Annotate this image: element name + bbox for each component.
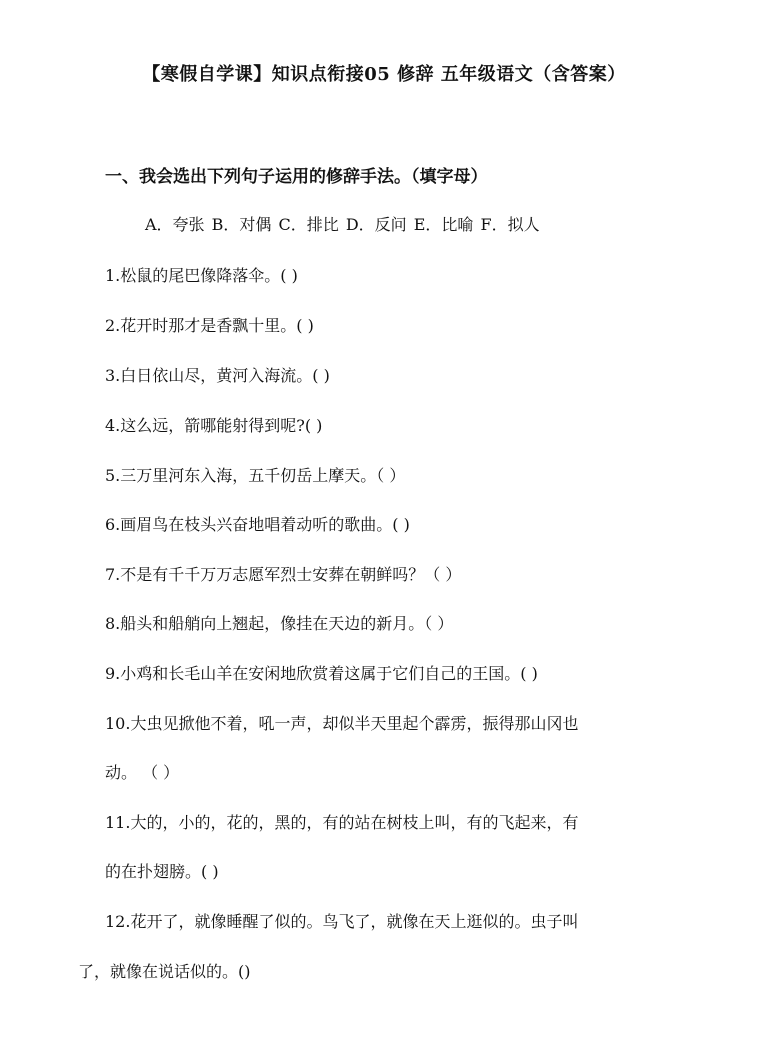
question-item: 11.大的，小的，花的，黑的，有的站在树枝上叫，有的飞起来，有 — [105, 813, 579, 832]
question-item: 4.这么远，箭哪能射得到呢?( ) — [105, 416, 323, 435]
question-item-continuation: 动。 （ ） — [105, 763, 180, 782]
question-item: 7.不是有千千万万志愿军烈士安葬在朝鲜吗？（ ） — [105, 565, 462, 584]
answer-options: A．夸张 B．对偶 C．排比 D．反问 E．比喻 F．拟人 — [145, 215, 540, 234]
question-item: 1.松鼠的尾巴像降落伞。( ) — [105, 266, 298, 285]
question-item: 6.画眉鸟在枝头兴奋地唱着动听的歌曲。( ) — [105, 515, 410, 534]
question-item: 3.白日依山尽，黄河入海流。( ) — [105, 366, 330, 385]
question-item: 9.小鸡和长毛山羊在安闲地欣赏着这属于它们自己的王国。( ) — [105, 664, 538, 683]
question-item: 2.花开时那才是香飘十里。( ) — [105, 316, 314, 335]
question-item-continuation: 了，就像在说话似的。() — [78, 962, 251, 981]
question-item: 10.大虫见掀他不着，吼一声，却似半天里起个霹雳，振得那山冈也 — [105, 714, 579, 733]
section-heading: 一、我会选出下列句子运用的修辞手法。（填字母） — [105, 167, 488, 187]
question-item-continuation: 的在扑翅膀。( ) — [105, 862, 219, 881]
question-item: 8.船头和船艄向上翘起，像挂在天边的新月。（ ） — [105, 614, 454, 633]
question-item: 5.三万里河东入海，五千仞岳上摩天。（ ） — [105, 466, 406, 485]
document-title: 【寒假自学课】知识点衔接05 修辞 五年级语文（含答案） — [142, 64, 626, 85]
question-item: 12.花开了，就像睡醒了似的。鸟飞了，就像在天上逛似的。虫子叫 — [105, 912, 579, 931]
